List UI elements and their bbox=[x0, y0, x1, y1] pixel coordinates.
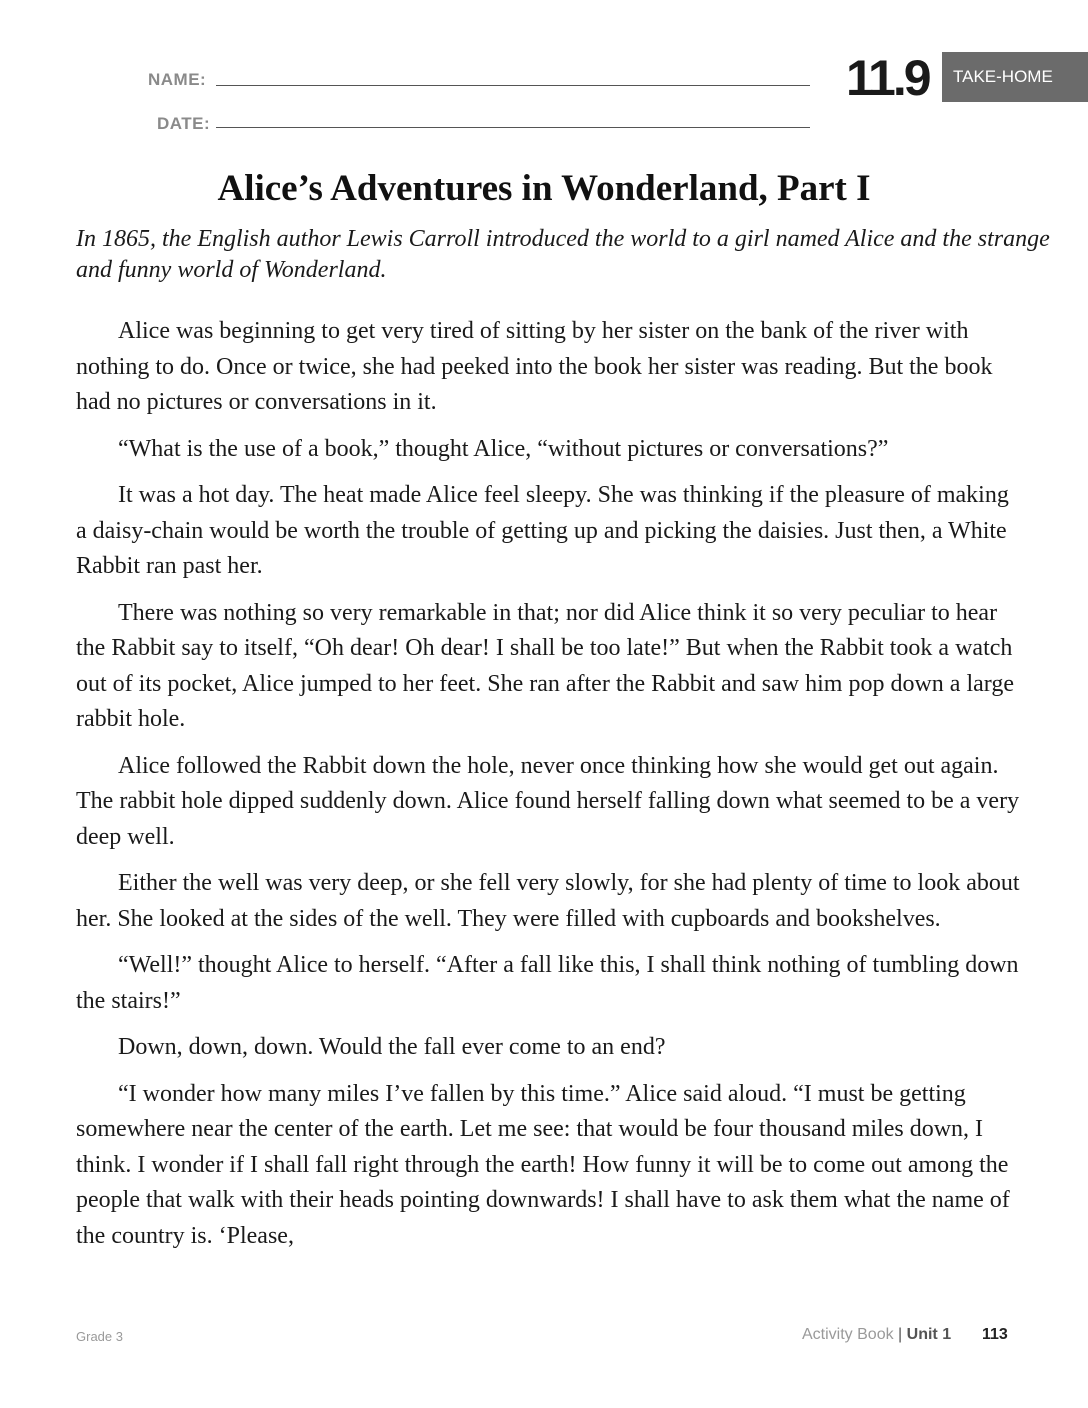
footer-book-info bbox=[802, 1326, 951, 1344]
date-label: DATE: bbox=[157, 114, 211, 133]
story-intro: In 1865, the English author Lewis Carroll introduced the world to a girl named Alice and the strange and funny world of Wonderland. bbox=[76, 226, 1050, 283]
story-paragraph: “I wonder how many miles I’ve fallen by this time.” Alice said aloud. “I must be getting somewhere near the center of the earth. Let me see: that would be four thousand miles down, I think. I wonder if I shall fall right through the earth! How funny it will be to come out among the people that walk with their heads pointing downwards! I shall have to ask them what the name of the country is. ‘Please, bbox=[76, 1080, 1010, 1249]
story-paragraph: There was nothing so very remarkable in that; nor did Alice think it so very peculiar to hear the Rabbit say to itself, “Oh dear! Oh dear! I shall be too late!” But when the Rabbit took a watch out of its pocket, Alice jumped to her feet. She ran after the Rabbit and saw him pop down a large rabbit hole. bbox=[76, 599, 1014, 732]
footer-book: Activity Book bbox=[802, 1326, 894, 1343]
name-line bbox=[216, 85, 810, 86]
page-number: 113 bbox=[982, 1326, 1008, 1343]
footer-unit: Unit 1 bbox=[906, 1326, 952, 1343]
date-line bbox=[216, 127, 810, 128]
story-body bbox=[76, 314, 1021, 1265]
story-paragraph: Either the well was very deep, or she fell very slowly, for she had plenty of time to look about her. She looked at the sides of the well. They were filled with cupboards and bookshelves. bbox=[76, 870, 1020, 932]
story-paragraph: “What is the use of a book,” thought Alice, “without pictures or conversations?” bbox=[118, 435, 889, 462]
story-paragraph: It was a hot day. The heat made Alice feel sleepy. She was thinking if the pleasure of making a daisy-chain would be worth the trouble of getting up and picking the daisies. Just then, a White Rabbit ran past her. bbox=[76, 482, 1009, 579]
story-paragraph: Alice followed the Rabbit down the hole, never once thinking how she would get out again. The rabbit hole dipped suddenly down. Alice found herself falling down what seemed to be a very deep well. bbox=[76, 752, 1020, 850]
lesson-number: 11.9 bbox=[846, 50, 929, 106]
story-title: Alice’s Adventures in Wonderland, Part I bbox=[217, 168, 871, 209]
name-label: NAME: bbox=[148, 70, 207, 89]
story-paragraph: Alice was beginning to get very tired of sitting by her sister on the bank of the river with nothing to do. Once or twice, she had peeked into the book her sister was reading. But the book had no pictures or conversations in it. bbox=[76, 318, 993, 415]
take-home-label: TAKE-HOME bbox=[953, 67, 1053, 86]
footer-grade: Grade 3 bbox=[76, 1329, 123, 1344]
story-paragraph: “Well!” thought Alice to herself. “After a fall like this, I shall think nothing of tumbling down the stairs!” bbox=[76, 952, 1019, 1014]
take-home-badge bbox=[942, 52, 1088, 102]
footer-separator: | bbox=[898, 1326, 903, 1343]
story-paragraph: Down, down, down. Would the fall ever come to an end? bbox=[118, 1034, 666, 1060]
